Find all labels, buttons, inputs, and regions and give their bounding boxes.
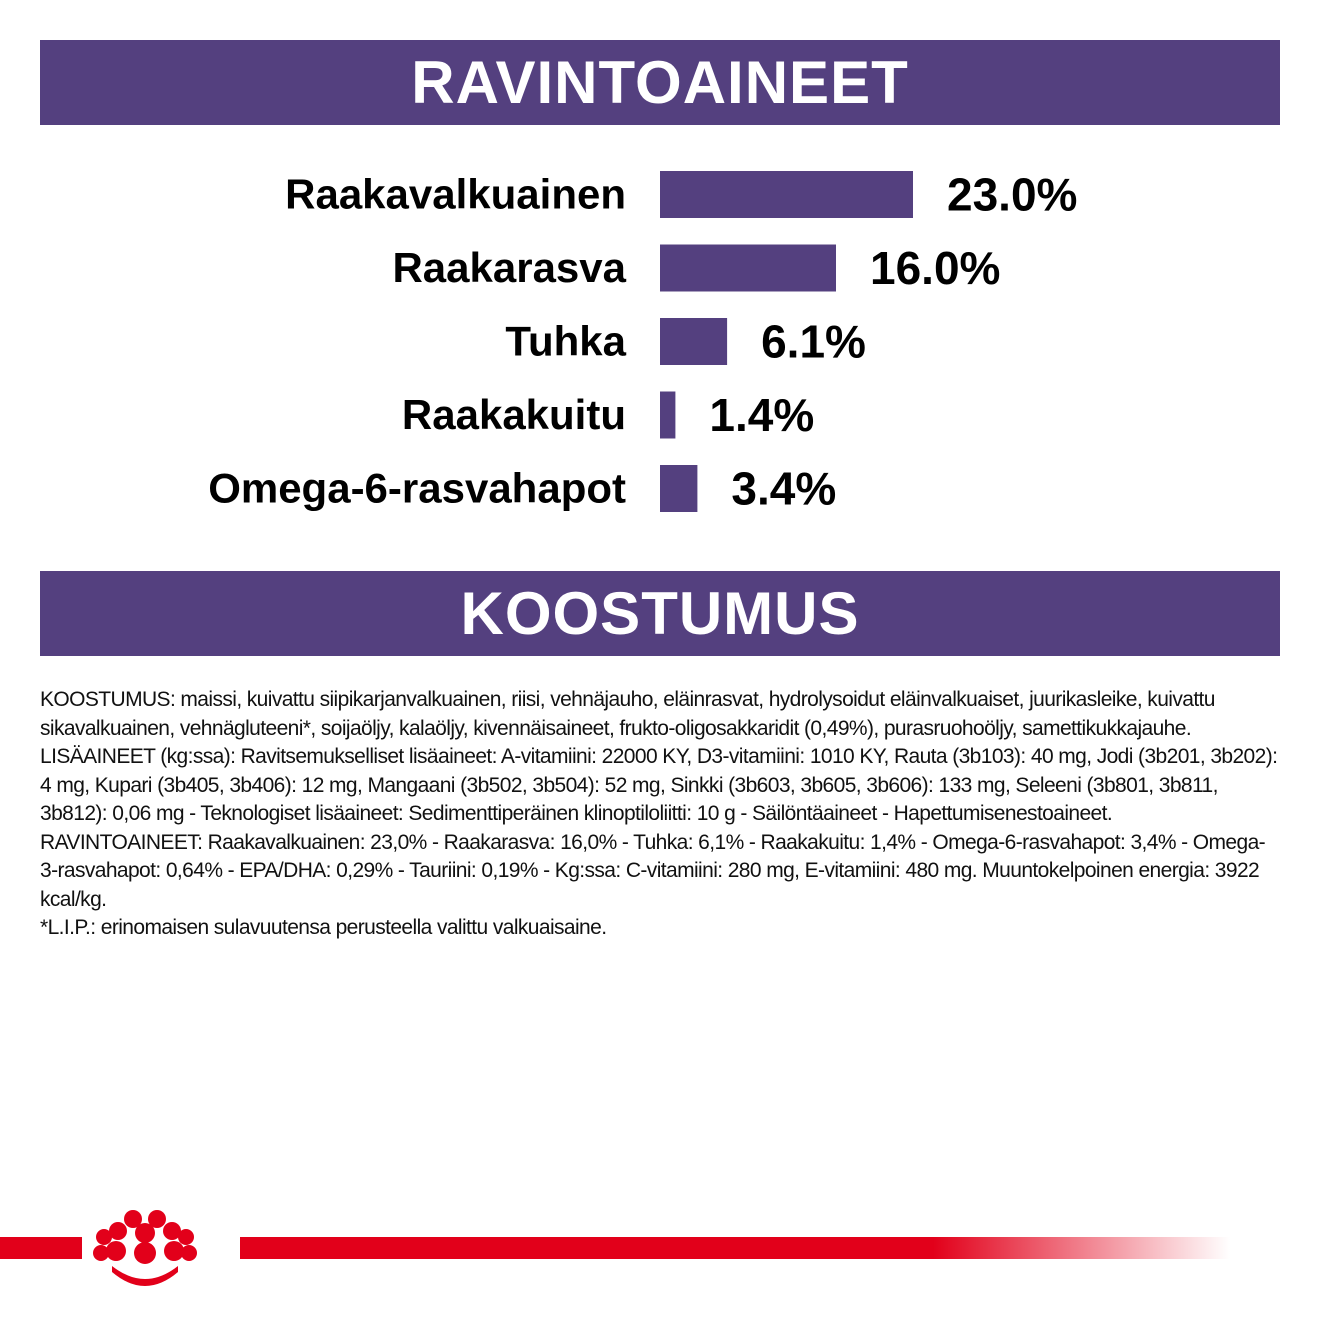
royal-crown-logo-icon [93,1210,197,1286]
crown-dot [93,1245,109,1261]
nutrients-bar-chart [0,150,1320,540]
nutrients-section-header [40,40,1280,125]
category-label: Tuhka [505,317,626,365]
composition-title: KOOSTUMUS [460,580,860,647]
footer-brand-strip [0,1200,1320,1300]
category-label: Raakarasva [392,244,626,291]
composition-paragraph-ingredients: KOOSTUMUS: maissi, kuivattu siipikarjanvalkuainen, riisi, vehnäjauho, eläinrasvat, hydrolysoidut eläinvalkuaiset, juurikasleike, kuivattu sikavalkuainen, vehnägluteeni*, soijaöljy, kalaöljy, kivennäisaineet, frukto-oligosakkaridit (0,49%), purasruohoöljy, samettikukkajauhe. [40,688,1215,740]
footer-red-line-left [0,1237,82,1259]
crown-dot [164,1241,184,1261]
bar [660,392,675,439]
crown-dot [178,1229,194,1245]
bar [660,318,727,365]
footer-red-line-right [240,1237,1230,1259]
nutrients-title: RAVINTOAINEET [411,49,909,116]
category-label: Raakakuitu [401,391,626,438]
crown-dot [106,1241,126,1261]
value-label: 23.0% [947,168,1078,221]
crown-base [112,1266,178,1286]
crown-dot [96,1229,112,1245]
value-label: 6.1% [761,315,866,368]
category-label: Raakavalkuainen [285,170,626,218]
bar [660,171,913,218]
value-label: 1.4% [709,389,815,441]
composition-paragraph-nutrients: RAVINTOAINEET: Raakavalkuainen: 23,0% - Raakarasva: 16,0% - Tuhka: 6,1% - Raakakuitu: 1,4% - Omega-6-rasvahapot: 3,4% - Omega-3-rasvahapot: 0,64% - EPA/DHA: 0,29% - Tauriini: 0,19% - Kg:ssa: C-vitamiini: 280 mg, E-vitamiini: 480 mg. Muuntokelpoinen energia: 3922 kcal/kg. [40,830,1266,911]
category-label: Omega-6-rasvahapot [208,464,626,512]
crown-dot [135,1223,155,1243]
composition-paragraph-footnote: *L.I.P.: erinomaisen sulavuutensa perusteella valittu valkuaisaine. [40,916,607,939]
composition-text-block [40,686,1280,943]
composition-section-header [40,571,1280,656]
crown-dot [181,1245,197,1261]
crown-dot [134,1242,156,1264]
bar [660,245,836,292]
value-label: 3.4% [731,462,837,515]
bar [660,465,697,512]
composition-paragraph-additives: LISÄAINEET (kg:ssa): Ravitsemukselliset lisäaineet: A-vitamiini: 22000 KY, D3-vitamiini: 1010 KY, Rauta (3b103): 40 mg, Jodi (3b201, 3b202): 4 mg, Kupari (3b405, 3b406): 12 mg, Mangaani (3b502, 3b504): 52 mg, Sinkki (3b603, 3b605, 3b606): 133 mg, Seleeni (3b801, 3b811, 3b812): 0,06 mg - Teknologiset lisäaineet: Sedimenttiperäinen klinoptiloliitti: 10 g - Säilöntäaineet - Hapettumisenestoaineet. [40,745,1278,825]
value-label: 16.0% [870,242,1001,294]
